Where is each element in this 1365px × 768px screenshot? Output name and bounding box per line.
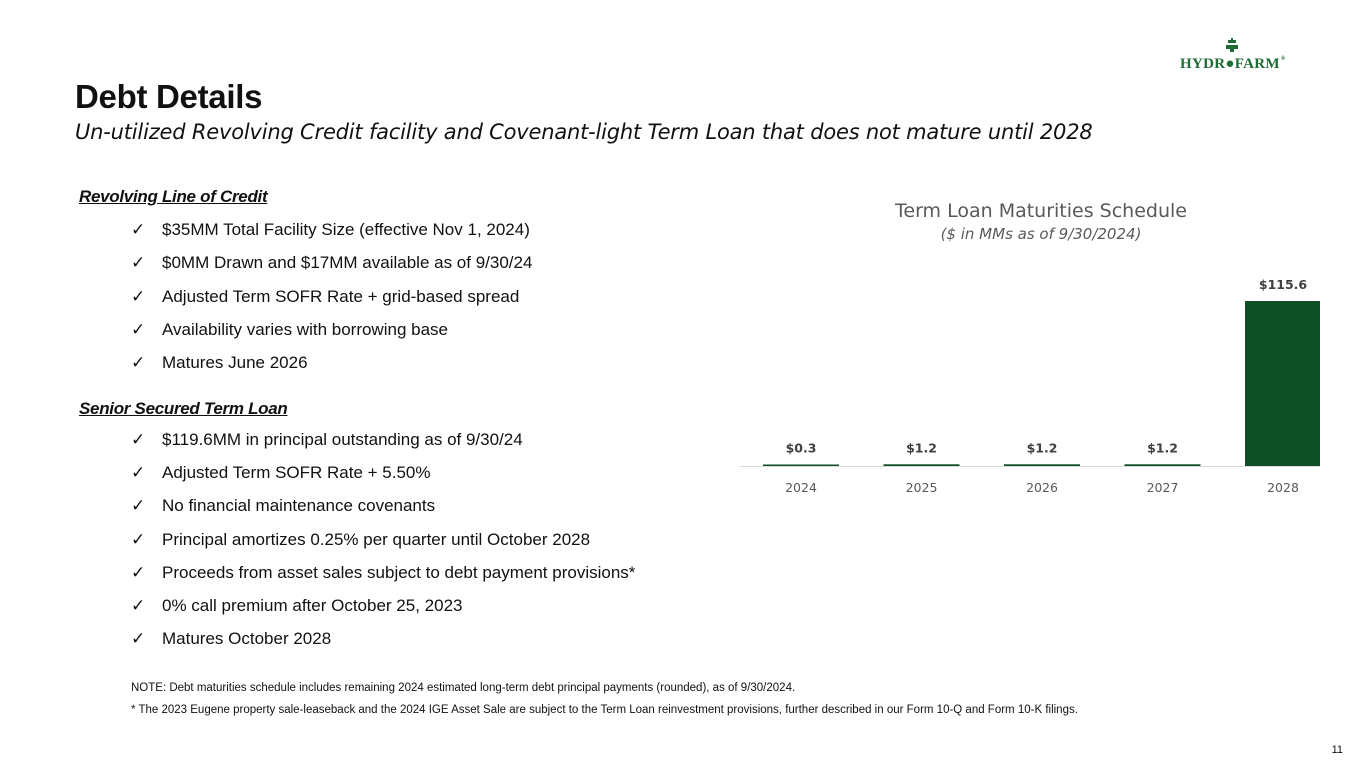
- x-tick-2026: 2026: [1026, 480, 1058, 495]
- checkmark-icon: ✓: [131, 319, 146, 339]
- bar-2026: [1004, 464, 1080, 466]
- logo-text: HYDR●FARM: [1180, 56, 1280, 72]
- revolving-item-text: Adjusted Term SOFR Rate + grid-based spread: [162, 286, 520, 306]
- revolving-item-text: $0MM Drawn and $17MM available as of 9/30/24: [162, 253, 533, 273]
- logo-trademark: ®: [1280, 56, 1286, 62]
- page-number: 11: [1331, 744, 1343, 756]
- term-loan-item-text: No financial maintenance covenants: [162, 496, 436, 516]
- term-loan-item-text: $119.6MM in principal outstanding as of 9/30/24: [162, 430, 523, 449]
- checkmark-icon: ✓: [131, 529, 146, 549]
- bar-2025: [884, 464, 960, 466]
- checkmark-icon: ✓: [131, 496, 146, 516]
- term-loan-item-text: Principal amortizes 0.25% per quarter until October 2028: [162, 529, 591, 549]
- revolving-item: [131, 353, 308, 377]
- bar-2027: [1125, 464, 1201, 466]
- revolving-item-text: Availability varies with borrowing base: [162, 319, 448, 339]
- revolving-item: [131, 253, 532, 277]
- x-tick-2027: 2027: [1146, 480, 1179, 495]
- term-loan-item: [131, 530, 590, 554]
- footnote-maturities: NOTE: Debt maturities schedule includes remaining 2024 estimated long-term debt principal payments (rounded), as of 9/30/2024.: [131, 682, 796, 694]
- data-label-2024: $0.3: [785, 440, 817, 456]
- revolving-item: [131, 287, 519, 311]
- term-loan-item: [131, 596, 462, 620]
- bar-2024: [763, 465, 839, 467]
- term-loan-item: [131, 563, 635, 587]
- data-label-2025: $1.2: [906, 440, 937, 456]
- term-loan-item-text: Adjusted Term SOFR Rate + 5.50%: [162, 463, 431, 483]
- term-loan-item: [131, 463, 431, 487]
- revolving-item-text: Matures June 2026: [162, 353, 308, 373]
- term-loan-item: [131, 430, 523, 454]
- checkmark-icon: ✓: [131, 353, 146, 373]
- checkmark-icon: ✓: [131, 286, 146, 306]
- chart-subtitle: ($ in MMs as of 9/30/2024): [940, 225, 1142, 243]
- chart-title: Term Loan Maturities Schedule: [895, 200, 1187, 222]
- term-loan-item: [131, 629, 331, 653]
- revolving-item: [131, 220, 530, 244]
- checkmark-icon: ✓: [131, 220, 146, 239]
- checkmark-icon: ✓: [131, 629, 146, 649]
- hydrofarm-logo: [1180, 38, 1290, 74]
- term-loan-item-text: 0% call premium after October 25, 2023: [162, 596, 463, 615]
- x-tick-2028: 2028: [1267, 480, 1299, 495]
- data-label-2027: $1.2: [1147, 440, 1178, 456]
- checkmark-icon: ✓: [131, 463, 146, 483]
- page-subtitle: Un-utilized Revolving Credit facility and Covenant-light Term Loan that does not mature until 2028: [75, 120, 1093, 144]
- revolving-item-text: $35MM Total Facility Size (effective Nov 1, 2024): [162, 220, 530, 239]
- term-loan-item-text: Matures October 2028: [162, 629, 332, 649]
- revolving-credit-heading: Revolving Line of Credit: [79, 187, 268, 206]
- bar-2028: [1245, 301, 1320, 466]
- footnote-asset-sales: * The 2023 Eugene property sale-leaseback and the 2024 IGE Asset Sale are subject to the Term Loan reinvestment provisions, further described in our Form 10-Q and Form 10-K filings.: [131, 704, 1078, 716]
- data-label-2026: $1.2: [1026, 440, 1058, 456]
- checkmark-icon: ✓: [131, 562, 146, 582]
- data-label-2028: $115.6: [1258, 277, 1308, 292]
- checkmark-icon: ✓: [131, 430, 146, 449]
- term-loan-item-text: Proceeds from asset sales subject to debt payment provisions*: [162, 562, 636, 582]
- term-loan-heading: Senior Secured Term Loan: [79, 399, 288, 418]
- term-loan-maturities-chart: [720, 190, 1320, 510]
- revolving-item: [131, 320, 448, 344]
- x-tick-2025: 2025: [905, 480, 938, 495]
- x-tick-2024: 2024: [785, 480, 817, 495]
- checkmark-icon: ✓: [131, 596, 146, 615]
- page-title: Debt Details: [75, 78, 263, 115]
- term-loan-item: [131, 496, 435, 520]
- checkmark-icon: ✓: [131, 253, 146, 273]
